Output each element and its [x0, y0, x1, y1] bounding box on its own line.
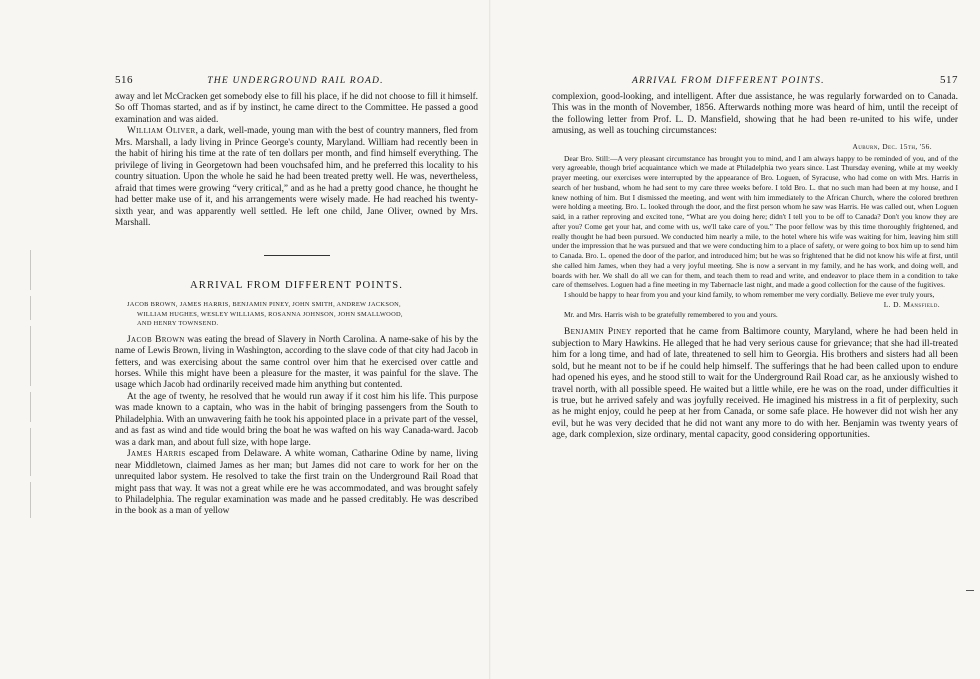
letter-signature: L. D. Mansfield.: [883, 299, 940, 309]
benjamin-piney-text: reported that he came from Baltimore county, Maryland, where he had been held in subjection to Mary Hawkins. He alleged that he had very serious cause for grievance; that she had ill-treated him for a long time, and had of late, threatened to sell him to Georgia. His brothers and sisters had all been sold, but he meant not to be if he could help himself. The sufferings that he had been called upon to endure had opened his eyes, and he stood still to wait for the Underground Rail Road car, as he anxiously wished to travel north, with all possible speed. He waited but a little while, ere he was on the road, under difficulties it is true, but he arrived safely and was joyfully received. He imagined his mistress in a fit of perplexity, such as he might enjoy, could he peep at her from Canada, or some safe place. He however did not wish her any evil, but he was very decided that he did not want any more to do with her. Benjamin was twenty years of age, dark complexion, size ordinary, mental capacity, good considering opportunities.: [552, 327, 958, 441]
oliver-text: , a dark, well-made, young man with the best of country manners, fled from Mrs. Marshall, a lady living in Prince George's county, Maryland. William had recently been in the habit of hiring his time at the rate of ten dollars per month, and find himself everything. The privilege of living in Georgetown had been vouchsafed him, and he preferred this locality to his country situation. Upon the whole he said he had been treated pretty well. He was, nevertheless, afraid that times were growing “very critical,” and as he had a pretty good chance, he thought he had better make use of it, and his arrangements were wisely made. He had reached his twenty-sixth year, and was apparently well settled. He left one child, Jane Oliver, owned by Mrs. Marshall.: [115, 126, 478, 228]
letter-signature-line: [552, 300, 958, 310]
names-line-1: JACOB BROWN, JAMES HARRIS, BENJAMIN PINEY, JOHN SMITH, ANDREW JACKSON,: [127, 301, 401, 309]
letter-closing: I should be happy to hear from you and your kind family, to whom remember me very cordially. Believe me ever truly yours,: [564, 290, 935, 300]
names-line-2: WILLIAM HUGHES, WESLEY WILLIAMS, ROSANNA JOHNSON, JOHN SMALLWOOD,: [137, 310, 403, 318]
right-page-header: [552, 74, 958, 86]
fugitive-names-list: [115, 300, 478, 328]
thomas-paragraph: away and let McCracken get somebody else to fill his place, if he did not choose to fill it himself. So off Thomas started, and as if by instinct, he came direct to the Committee. He passed a good examination and was aided.: [115, 92, 478, 125]
harris-continued-paragraph: complexion, good-looking, and intelligent. After due assistance, he was regularly forwarded on to Canada. This was in the month of November, 1856. Afterwards nothing more was heard of him, until the receipt of the following letter from Prof. L. D. Mansfield, showing that he had been re-united to his wife, under amusing, as well as touching circumstances:: [552, 92, 958, 137]
left-running-head: THE UNDERGROUND RAIL ROAD.: [207, 75, 384, 86]
letter-postscript: Mr. and Mrs. Harris wish to be gratefully remembered to you and yours.: [564, 309, 778, 319]
jacob-brown-paragraph: [115, 335, 478, 392]
benjamin-piney-paragraph: [552, 327, 958, 442]
section-title: ARRIVAL FROM DIFFERENT POINTS.: [190, 280, 403, 292]
jacob-brown-text: was eating the bread of Slavery in North Carolina. A name-sake of his by the name of Lewis Brown, living in Washington, according to the slave code of that city had Jacob in fetters, and was exercising about the same control over him that he exercised over cattle and horses. While this might have been a pleasure for the master, it was painful for the slave. The usage which Jacob had ordinarily received made him anything but contented.: [115, 334, 478, 391]
james-harris-paragraph: [115, 449, 478, 518]
james-harris-name: James Harris: [127, 449, 186, 460]
names-line-3: AND HENRY TOWNSEND.: [137, 320, 219, 328]
letter-dateline: Auburn, Dec. 15th, '56.: [852, 141, 932, 151]
benjamin-piney-name: Benjamin Piney: [564, 327, 632, 338]
oliver-name: William Oliver: [127, 126, 196, 137]
james-harris-text: escaped from Delaware. A white woman, Catharine Odine by name, living near Middletown, claimed James as her man; but James did not care to work for her on the unrequited labor system. He resolved to take the first train on the Underground Rail Road that might pass that way. It was not a great while ere he was accommodated, and was brought safely to Philadelphia. The regular examination was made and he passed creditably. He was described in the book as a man of yellow: [115, 449, 478, 517]
section-divider: [264, 255, 330, 256]
right-page: [490, 0, 980, 679]
age-twenty-paragraph: At the age of twenty, he resolved that he would run away if it cost him his life. This purpose was made known to a captain, who was in the habit of bringing passengers from the South to Philadelphia. With an unwavering faith he took his appointed place in a private part of the vessel, and as fast as wind and tide would bring the boat he was wafted on his way Canada-ward. Jacob was a dark man, and about full size, with hope large.: [115, 391, 478, 448]
right-page-number: 517: [940, 74, 958, 86]
jacob-brown-name: Jacob Brown: [127, 334, 185, 345]
right-running-head: ARRIVAL FROM DIFFERENT POINTS.: [632, 75, 825, 86]
left-page-header: [115, 74, 478, 86]
oliver-paragraph: [115, 126, 478, 229]
mansfield-letter: [552, 142, 958, 320]
left-page-number: 516: [115, 74, 133, 86]
letter-body: Dear Bro. Still:—A very pleasant circumstance has brought you to mind, and I am always happy to be reminded of you, and of the very agreeable, though brief acquaintance which we made at Philadelphia two years since. Last Thursday evening, while at my weekly prayer meeting, our exercises were interrupted by the appearance of Bro. Loguen, of Syracuse, who had come on with Mrs. Harris in search of her husband, whom he had sent to my care three weeks before. I told Bro. L. that no such man had been at my house, and I knew nothing of him. But I dismissed the meeting, and went with him immediately to the African Church, where the colored brethren were holding a meeting. Bro. L. looked through the door, and the first person whom he saw was Harris. He was called out, when Loguen said, in a rather reproving and excited tone, “What are you doing here; didn't I tell you to be off to Canada? Don't you know they are after you? Come get your hat, and come with us, we'll take care of you.” The poor fellow was by this time thoroughly frightened, and really thought he had been pursued. We conducted him nearly a mile, to the hotel where his wife was waiting for him, leaving him still under the impression that he was pursued and that we were conducting him to a place of safety, or were going to box him up to send him to Canada. Bro. L. opened the door of the parlor, and introduced him; but he was so frightened that he did not know his wife at first, until she called him James, when they had a very joyful meeting. She is now a servant in my family, and he has work, and doing well, and boards with her. We shall do all we can for them, and teach them to read and write, and endeavor to place them in a condition to take care of themselves. Loguen had a fine meeting in my Tabernacle last night, and made a good collection for the cause of the fugitives.: [552, 153, 958, 290]
